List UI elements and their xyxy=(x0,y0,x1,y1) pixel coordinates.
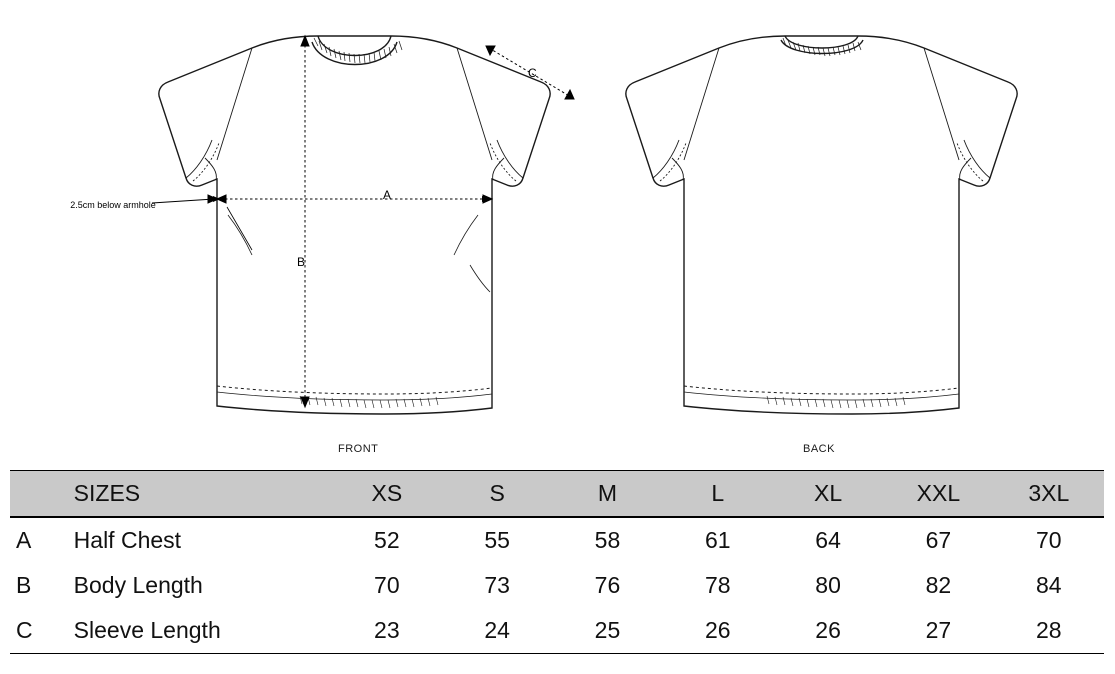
cell-value: 24 xyxy=(442,608,552,654)
table-row xyxy=(10,608,1104,654)
cell-value: 58 xyxy=(552,517,662,563)
header-size-l: L xyxy=(663,471,773,518)
row-letter: A xyxy=(10,517,66,563)
table-header-row xyxy=(10,471,1104,518)
cell-value: 76 xyxy=(552,563,662,608)
size-chart-table-container xyxy=(0,470,1115,654)
back-shirt-outline xyxy=(626,36,1017,414)
dimension-label-b: B xyxy=(297,255,306,269)
cell-value: 73 xyxy=(442,563,552,608)
table-header xyxy=(10,471,1104,518)
header-size-xs: XS xyxy=(332,471,442,518)
row-letter: B xyxy=(10,563,66,608)
cell-value: 23 xyxy=(332,608,442,654)
table-row xyxy=(10,563,1104,608)
cell-value: 25 xyxy=(552,608,662,654)
dimension-label-a: A xyxy=(383,188,392,202)
cell-value: 78 xyxy=(663,563,773,608)
row-measurement-name: Half Chest xyxy=(66,517,332,563)
table-row xyxy=(10,517,1104,563)
header-size-xl: XL xyxy=(773,471,883,518)
cell-value: 26 xyxy=(663,608,773,654)
cell-value: 64 xyxy=(773,517,883,563)
dimension-lines-front xyxy=(152,36,574,407)
table-body xyxy=(10,517,1104,654)
armhole-note-label: 2.5cm below armhole xyxy=(70,200,156,210)
dimension-label-c: C xyxy=(528,66,537,80)
back-hem-stitching xyxy=(767,396,905,408)
back-view-caption: BACK xyxy=(803,443,835,455)
cell-value: 26 xyxy=(773,608,883,654)
size-chart-table xyxy=(10,470,1104,654)
row-measurement-name: Sleeve Length xyxy=(66,608,332,654)
cell-value: 27 xyxy=(883,608,993,654)
header-size-xxl: XXL xyxy=(883,471,993,518)
cell-value: 80 xyxy=(773,563,883,608)
cell-value: 70 xyxy=(994,517,1104,563)
cell-value: 82 xyxy=(883,563,993,608)
header-sizes-label: SIZES xyxy=(66,471,332,518)
header-letter-column xyxy=(10,471,66,518)
row-measurement-name: Body Length xyxy=(66,563,332,608)
header-size-s: S xyxy=(442,471,552,518)
cell-value: 84 xyxy=(994,563,1104,608)
front-view-caption: FRONT xyxy=(338,443,379,455)
cell-value: 67 xyxy=(883,517,993,563)
cell-value: 70 xyxy=(332,563,442,608)
cell-value: 55 xyxy=(442,517,552,563)
front-hem-stitching xyxy=(300,396,438,408)
row-letter: C xyxy=(10,608,66,654)
front-shirt-outline xyxy=(159,36,550,414)
cell-value: 61 xyxy=(663,517,773,563)
cell-value: 28 xyxy=(994,608,1104,654)
cell-value: 52 xyxy=(332,517,442,563)
header-size-3xl: 3XL xyxy=(994,471,1104,518)
header-size-m: M xyxy=(552,471,662,518)
